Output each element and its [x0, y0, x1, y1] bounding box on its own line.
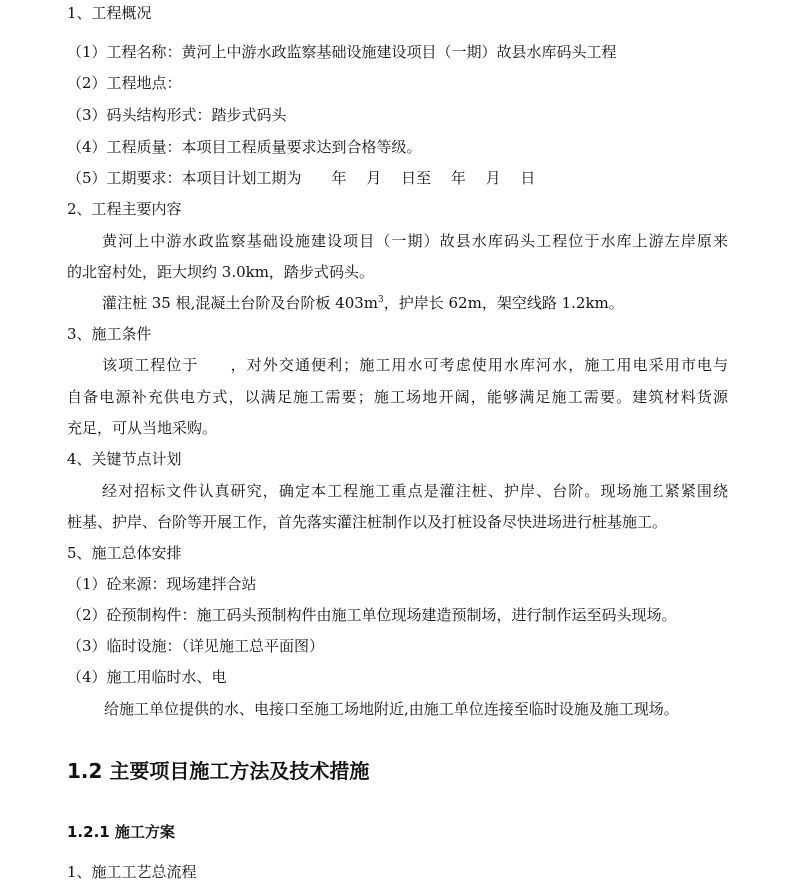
cubic-superscript: 3: [378, 295, 384, 305]
list-item-temporary-facilities: （3）临时设施：（详见施工总平面图）: [67, 637, 325, 655]
paragraph-line: 黄河上中游水政监察基础设施建设项目（一期）故县水库码头工程位于水库上游左岸原来: [102, 232, 728, 250]
list-item-precast-components: （2）砼预制构件：施工码头预制构件由施工单位现场建造预制场，进行制作运至码头现场。: [67, 606, 677, 624]
paragraph-line: 自备电源补充供电方式，以满足施工需要；施工场地开阔，能够满足施工需要。建筑材料货源: [67, 388, 728, 406]
quantities-text-end: ，护岸长 62m，架空线路 1.2km。: [383, 294, 624, 312]
section-heading-process-flow: 1、施工工艺总流程: [67, 863, 197, 881]
section-title-main-methods: 1.2 主要项目施工方法及技术措施: [67, 759, 370, 783]
list-item-schedule: （5）工期要求：本项目计划工期为 年 月 日至 年 月 日: [67, 169, 536, 187]
paragraph-line: 充足，可从当地采购。: [67, 419, 218, 437]
paragraph-utilities-note: 给施工单位提供的水、电接口至施工场地附近,由施工单位连接至临时设施及施工现场。: [104, 700, 679, 718]
list-item-dock-structure: （3）码头结构形式：踏步式码头: [67, 106, 287, 124]
section-heading-main-content: 2、工程主要内容: [67, 200, 182, 218]
list-item-project-quality: （4）工程质量：本项目工程质量要求达到合格等级。: [67, 138, 422, 156]
section-heading-overall-arrangement: 5、施工总体安排: [67, 544, 182, 562]
list-item-project-name: （1）工程名称：黄河上中游水政监察基础设施建设项目（一期）故县水库码头工程: [67, 43, 617, 61]
section-heading-construction-conditions: 3、施工条件: [67, 325, 152, 343]
list-item-temporary-utilities: （4）施工用临时水、电: [67, 668, 227, 686]
paragraph-line: 桩基、护岸、台阶等开展工作，首先落实灌注桩制作以及打桩设备尽快进场进行桩基施工。: [67, 513, 668, 531]
paragraph-line: 该项工程位于 ，对外交通便利；施工用水可考虑使用水库河水，施工用电采用市电与: [102, 356, 728, 374]
section-heading-key-milestones: 4、关键节点计划: [67, 450, 182, 468]
section-heading-project-overview: 1、工程概况: [67, 4, 152, 22]
subsection-title-construction-plan: 1.2.1 施工方案: [67, 823, 175, 841]
quantities-text: 灌注桩 35 根,混凝土台阶及台阶板 403m: [102, 294, 379, 312]
list-item-project-location: （2）工程地点：: [67, 74, 182, 92]
paragraph-line: 经对招标文件认真研究，确定本工程施工重点是灌注桩、护岸、台阶。现场施工紧紧围绕: [102, 482, 728, 500]
list-item-concrete-source: （1）砼来源：现场建拌合站: [67, 575, 257, 593]
paragraph-line: 的北窑村处，距大坝约 3.0km，踏步式码头。: [67, 263, 374, 281]
paragraph-quantities: [102, 293, 624, 313]
